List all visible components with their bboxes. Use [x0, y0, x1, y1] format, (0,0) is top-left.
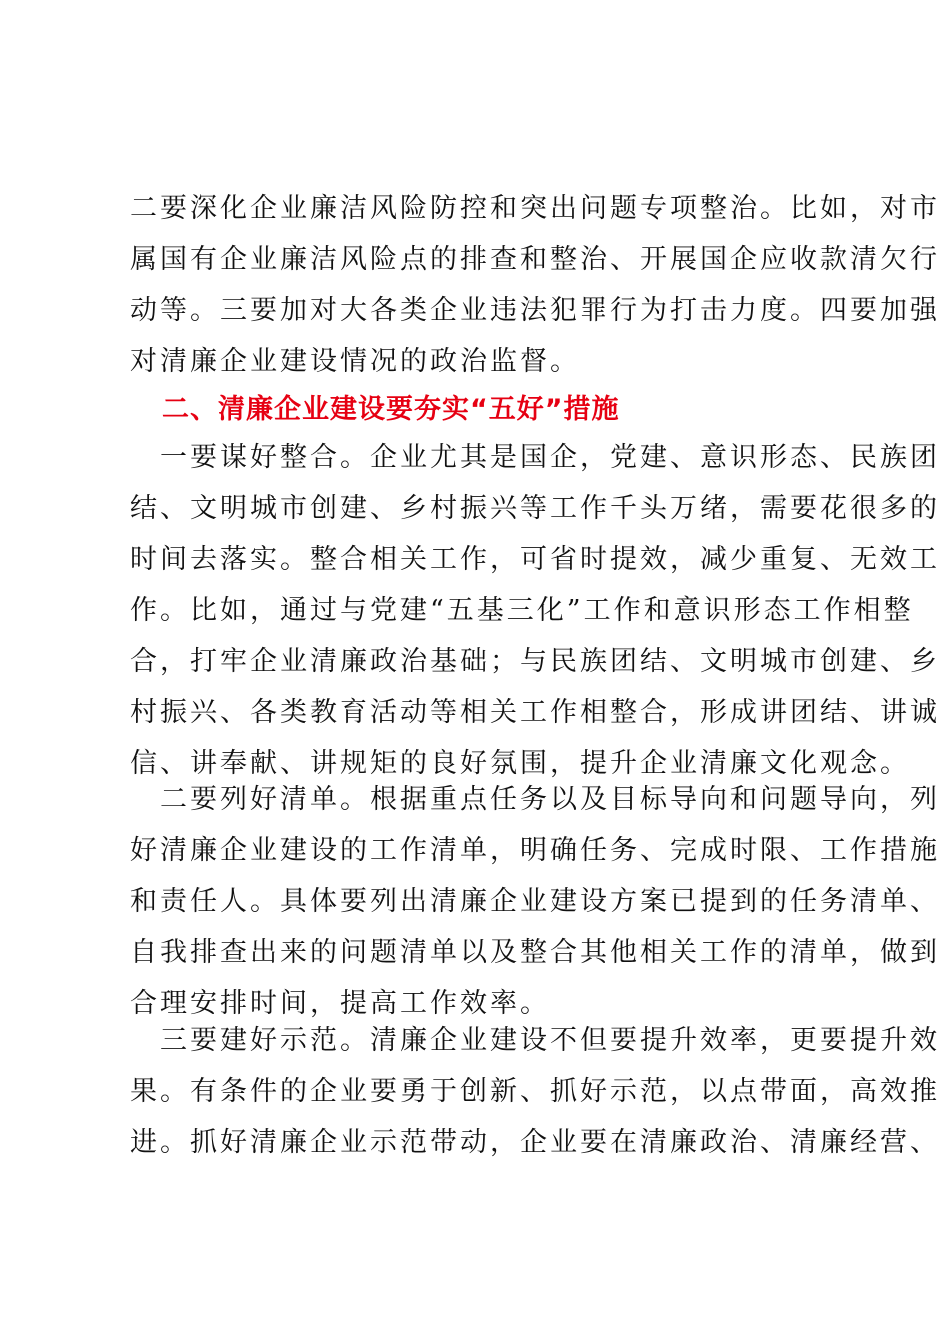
- section-heading: 二、清廉企业建设要夯实“五好”措施: [162, 394, 620, 425]
- paragraph-line: 动等。三要加对大各类企业违法犯罪行为打击力度。四要加强: [130, 295, 940, 326]
- paragraph-line: 进。抓好清廉企业示范带动，企业要在清廉政治、清廉经营、: [130, 1127, 940, 1158]
- paragraph-line: 二要列好清单。根据重点任务以及目标导向和问题导向，列: [130, 784, 940, 815]
- paragraph-line: 结、文明城市创建、乡村振兴等工作千头万绪，需要花很多的: [130, 493, 940, 524]
- paragraph-line: 自我排查出来的问题清单以及整合其他相关工作的清单，做到: [130, 937, 940, 968]
- paragraph-risk-control: [130, 183, 940, 387]
- paragraph-line: 时间去落实。整合相关工作，可省时提效，减少重复、无效工: [130, 544, 940, 575]
- paragraph-line: 果。有条件的企业要勇于创新、抓好示范，以点带面，高效推: [130, 1076, 940, 1107]
- paragraph-line: 和责任人。具体要列出清廉企业建设方案已提到的任务清单、: [130, 886, 940, 917]
- paragraph-line: 三要建好示范。清廉企业建设不但要提升效率，更要提升效: [130, 1025, 940, 1056]
- paragraph-line: 二要深化企业廉洁风险防控和突出问题专项整治。比如，对市: [130, 193, 940, 224]
- paragraph-checklist: [130, 774, 940, 1029]
- paragraph-integration: [130, 432, 940, 789]
- paragraph-line: 属国有企业廉洁风险点的排查和整治、开展国企应收款清欠行: [130, 244, 940, 275]
- paragraph-line: 作。比如，通过与党建“五基三化”工作和意识形态工作相整: [130, 595, 914, 626]
- paragraph-line: 一要谋好整合。企业尤其是国企，党建、意识形态、民族团: [130, 442, 940, 473]
- paragraph-line: 好清廉企业建设的工作清单，明确任务、完成时限、工作措施: [130, 835, 940, 866]
- paragraph-line: 信、讲奉献、讲规矩的良好氛围，提升企业清廉文化观念。: [130, 748, 910, 779]
- paragraph-line: 合，打牢企业清廉政治基础；与民族团结、文明城市创建、乡: [130, 646, 940, 677]
- paragraph-line: 村振兴、各类教育活动等相关工作相整合，形成讲团结、讲诚: [130, 697, 940, 728]
- paragraph-line: 对清廉企业建设情况的政治监督。: [130, 346, 580, 377]
- paragraph-demonstration: [130, 1015, 940, 1168]
- paragraph-line: 合理安排时间，提高工作效率。: [130, 988, 550, 1019]
